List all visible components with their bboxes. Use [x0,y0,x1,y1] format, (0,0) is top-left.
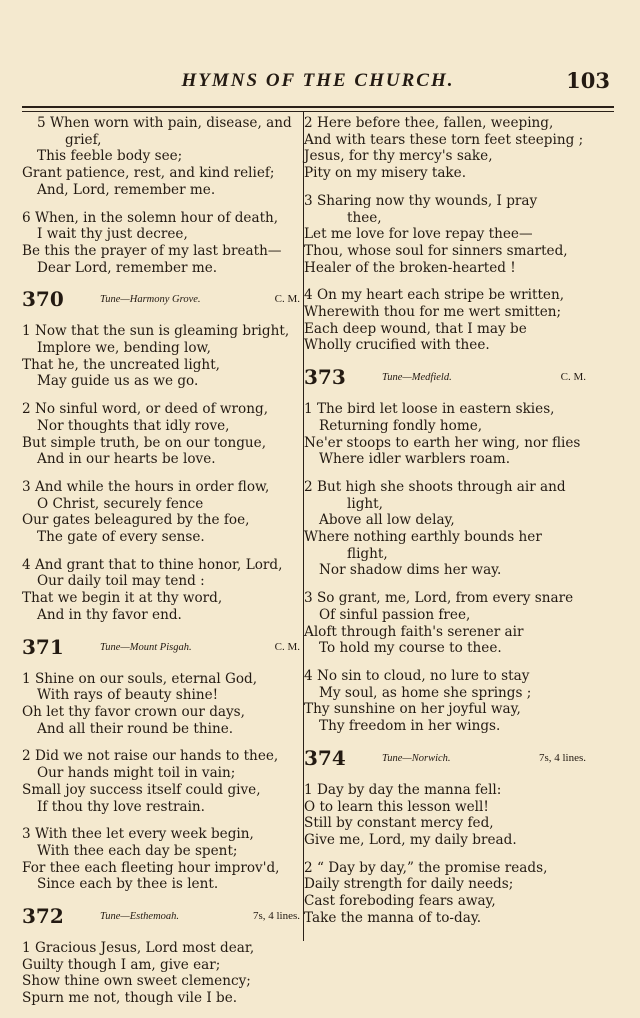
verse-line: And, Lord, remember me. [37,181,216,198]
verse-line: 3 And while the hours in order flow, [22,478,270,495]
hymn-meter: 7s, 4 lines. [538,751,586,764]
hymn-tune: Tune—Esthemoah. [100,911,180,923]
verse-line: Nor thoughts that idly rove, [37,417,230,434]
verse-line: Guilty though I am, give ear; [22,956,221,973]
verse-line: thee, [347,209,382,226]
verse-line: And with tears these torn feet steeping ; [304,131,584,148]
verse-line: That he, the uncreated light, [22,356,220,373]
verse-line: Grant patience, rest, and kind relief; [22,165,275,182]
verse-line: 4 And grant that to thine honor, Lord, [22,556,283,573]
verse-line: Oh let thy favor crown our days, [22,703,245,720]
stanza [304,287,586,354]
verse-line: And in our hearts be love. [37,451,216,468]
verse-line: Implore we, bending low, [37,340,211,357]
verse-line: Let me love for love repay thee— [304,226,533,243]
verse-line: Our daily toil may tend : [37,573,205,590]
verse-line: Pity on my misery take. [304,165,467,182]
verse-line: Daily strength for daily needs; [304,876,514,893]
page-number: 103 [566,68,610,93]
verse-line: Thou, whose soul for sinners smarted, [304,242,568,259]
verse-line: Where idler warblers roam. [319,451,511,468]
stanza [304,193,586,277]
running-title: HYMNS OF THE CHURCH. [181,70,455,91]
verse-line: 6 When, in the solemn hour of death, [22,209,279,226]
verse-line: Our hands might toil in vain; [37,765,236,782]
hymn-tune: Tune—Harmony Grove. [100,294,201,306]
verse-line: 1 Day by day the manna fell: [304,781,502,798]
verse-line: Above all low delay, [319,512,455,529]
verse-line: And all their round be thine. [37,720,234,737]
verse-line: Of sinful passion free, [319,606,471,623]
verse-line: Where nothing earthly bounds her [304,529,542,546]
hymn-tune: Tune—Medfield. [382,372,452,384]
stanza [22,557,300,624]
verse-line: Cast foreboding fears away, [304,893,496,910]
verse-line: Wholly crucified with thee. [304,337,490,354]
stanza [304,668,586,735]
stanza [304,590,586,657]
verse-line: Aloft through faith's serener air [304,623,524,640]
verse-line: 3 Sharing now thy wounds, I pray [304,192,538,209]
verse-line: Take the manna of to-day. [304,909,482,926]
verse-line: 1 Gracious Jesus, Lord most dear, [22,940,255,957]
verse-line: 2 “ Day by day,” the promise reads, [304,859,548,876]
stanza [304,115,586,182]
verse-line: Dear Lord, remember me. [37,259,218,276]
verse-line: 2 Did we not raise our hands to thee, [22,748,279,765]
verse-line: Ne'er stoops to earth her wing, nor flies [304,434,581,451]
verse-line: 4 On my heart each stripe be written, [304,287,565,304]
verse-line: And in thy favor end. [37,606,182,623]
verse-line: To hold my course to thee. [319,640,502,657]
verse-line: Thy sunshine on her joyful way, [304,701,521,718]
right-column [304,115,586,937]
page-header [22,62,614,102]
hymn-number: 373 [304,365,346,390]
stanza [304,479,586,579]
hymn-number: 374 [304,745,346,770]
verse-line: Each deep wound, that I may be [304,320,527,337]
hymn-number: 370 [22,287,64,312]
hymn-meter: C. M. [560,371,586,384]
hymn-number: 372 [22,904,64,929]
hymn-374-heading [304,746,586,772]
verse-line: 1 Shine on our souls, eternal God, [22,670,258,687]
hymn-371-heading [22,635,300,661]
verse-line: 3 So grant, me, Lord, from every snare [304,590,574,607]
verse-line: Small joy success itself could give, [22,781,261,798]
stanza [22,323,300,390]
verse-line: With rays of beauty shine! [37,687,219,704]
stanza [22,826,300,893]
verse-line: 3 With thee let every week begin, [22,826,254,843]
verse-line: Healer of the broken-hearted ! [304,259,516,276]
verse-line: If thou thy love restrain. [37,798,206,815]
stanza [22,210,300,277]
stanza [22,940,300,1007]
stanza [22,671,300,738]
verse-line: May guide us as we go. [37,373,199,390]
hymn-meter: C. M. [274,293,300,306]
verse-line: This feeble body see; [37,148,183,165]
verse-line: 4 No sin to cloud, no lure to stay [304,667,530,684]
header-rule [22,106,614,112]
hymn-meter: 7s, 4 lines. [252,910,300,923]
verse-line: 1 The bird let loose in eastern skies, [304,401,555,418]
stanza [22,401,300,468]
stanza [304,860,586,927]
verse-line: 5 When worn with pain, disease, and [37,115,292,131]
verse-line: 2 Here before thee, fallen, weeping, [304,115,554,131]
verse-line: With thee each day be spent; [37,842,238,859]
verse-line: That we begin it at thy word, [22,590,223,607]
verse-line: Nor shadow dims her way. [319,562,502,579]
stanza [22,748,300,815]
verse-line: O Christ, securely fence [37,495,204,512]
verse-line: For thee each fleeting hour improv'd, [22,859,280,876]
verse-line: flight, [347,545,388,562]
verse-line: Wherewith thou for me wert smitten; [304,304,562,321]
hymn-tune: Tune—Norwich. [382,752,451,764]
verse-line: Spurn me not, though vile I be. [22,990,238,1007]
stanza [304,401,586,468]
hymn-370-heading [22,287,300,313]
verse-line: Thy freedom in her wings. [319,718,501,735]
stanza [22,115,300,199]
stanza [304,782,586,849]
verse-line: grief, [65,131,102,148]
verse-line: My soul, as home she springs ; [319,684,532,701]
verse-line: But simple truth, be on our tongue, [22,434,267,451]
verse-line: light, [347,495,383,512]
verse-line: 2 But high she shoots through air and [304,478,566,495]
verse-line: Be this the prayer of my last breath— [22,242,282,259]
verse-line: 2 No sinful word, or deed of wrong, [22,401,269,418]
verse-line: Since each by thee is lent. [37,876,219,893]
left-column [22,115,300,1018]
hymn-meter: C. M. [274,640,300,653]
hymn-number: 371 [22,634,64,659]
verse-line: I wait thy just decree, [37,226,188,243]
verse-line: Give me, Lord, my daily bread. [304,831,517,848]
verse-line: Show thine own sweet clemency; [22,973,251,990]
verse-line: Our gates beleagured by the foe, [22,512,250,529]
verse-line: The gate of every sense. [37,529,205,546]
verse-line: 1 Now that the sun is gleaming bright, [22,323,290,340]
hymn-373-heading [304,365,586,391]
verse-line: Jesus, for thy mercy's sake, [304,148,493,165]
verse-line: Still by constant mercy fed, [304,815,494,832]
stanza [22,479,300,546]
verse-line: O to learn this lesson well! [304,798,489,815]
hymn-372-heading [22,904,300,930]
verse-line: Returning fondly home, [319,417,483,434]
hymn-tune: Tune—Mount Pisgah. [100,641,192,653]
